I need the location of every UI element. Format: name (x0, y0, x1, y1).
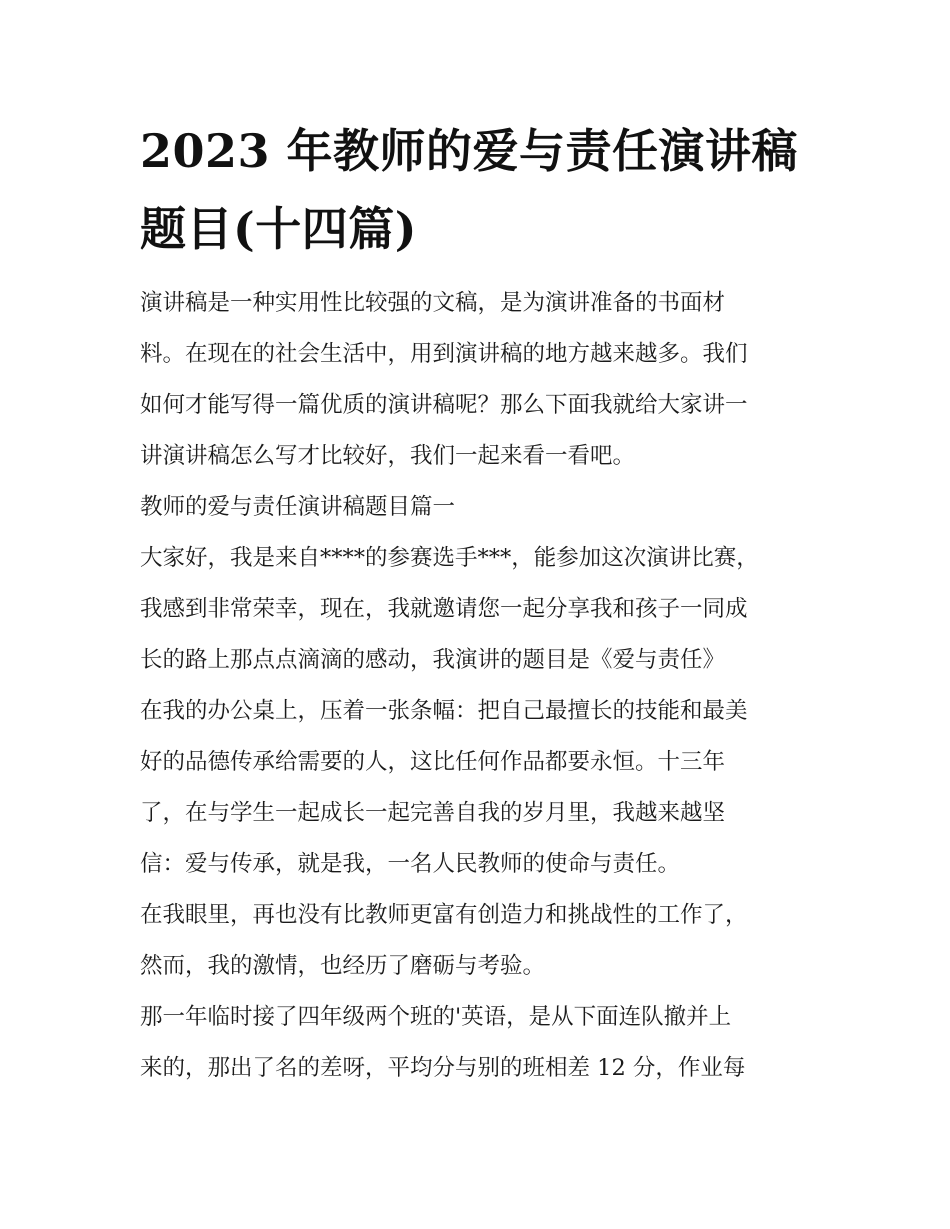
intro-line: 讲演讲稿怎么写才比较好，我们一起来看一看吧。 (140, 443, 636, 469)
section-heading: 教师的爱与责任演讲稿题目篇一 (140, 494, 456, 520)
intro-line: 如何才能写得一篇优质的演讲稿呢？那么下面我就给大家讲一 (140, 392, 748, 418)
document-body (140, 278, 820, 1094)
paragraph-line: 长的路上那点点滴滴的感动，我演讲的题目是《爱与责任》 (140, 647, 726, 673)
paragraph-line: 了，在与学生一起成长一起完善自我的岁月里，我越来越坚 (140, 800, 726, 826)
title-line: 2023 年教师的爱与责任演讲稿 (140, 124, 799, 178)
paragraph-line: 信：爱与传承，就是我，一名人民教师的使命与责任。 (140, 851, 681, 877)
paragraph-line: 大家好，我是来自****的参赛选手***，能参加这次演讲比赛， (140, 545, 759, 571)
paragraph-line: 好的品德传承给需要的人，这比任何作品都要永恒。十三年 (140, 749, 726, 775)
paragraph-line: 在我眼里，再也没有比教师更富有创造力和挑战性的工作了， (140, 902, 748, 928)
paragraph-line: 然而，我的激情，也经历了磨砺与考验。 (140, 953, 546, 979)
title-line: 题目(十四篇) (140, 202, 418, 256)
document-title (140, 112, 830, 268)
paragraph-line: 那一年临时接了四年级两个班的'英语，是从下面连队撤并上 (140, 1004, 732, 1030)
paragraph-line: 在我的办公桌上，压着一张条幅：把自己最擅长的技能和最美 (140, 698, 748, 724)
intro-line: 料。在现在的社会生活中，用到演讲稿的地方越来越多。我们 (140, 341, 748, 367)
intro-line: 演讲稿是一种实用性比较强的文稿，是为演讲准备的书面材 (140, 290, 726, 316)
paragraph-line: 来的，那出了名的差呀，平均分与别的班相差 12 分，作业每 (140, 1055, 746, 1081)
paragraph-line: 我感到非常荣幸，现在，我就邀请您一起分享我和孩子一同成 (140, 596, 748, 622)
